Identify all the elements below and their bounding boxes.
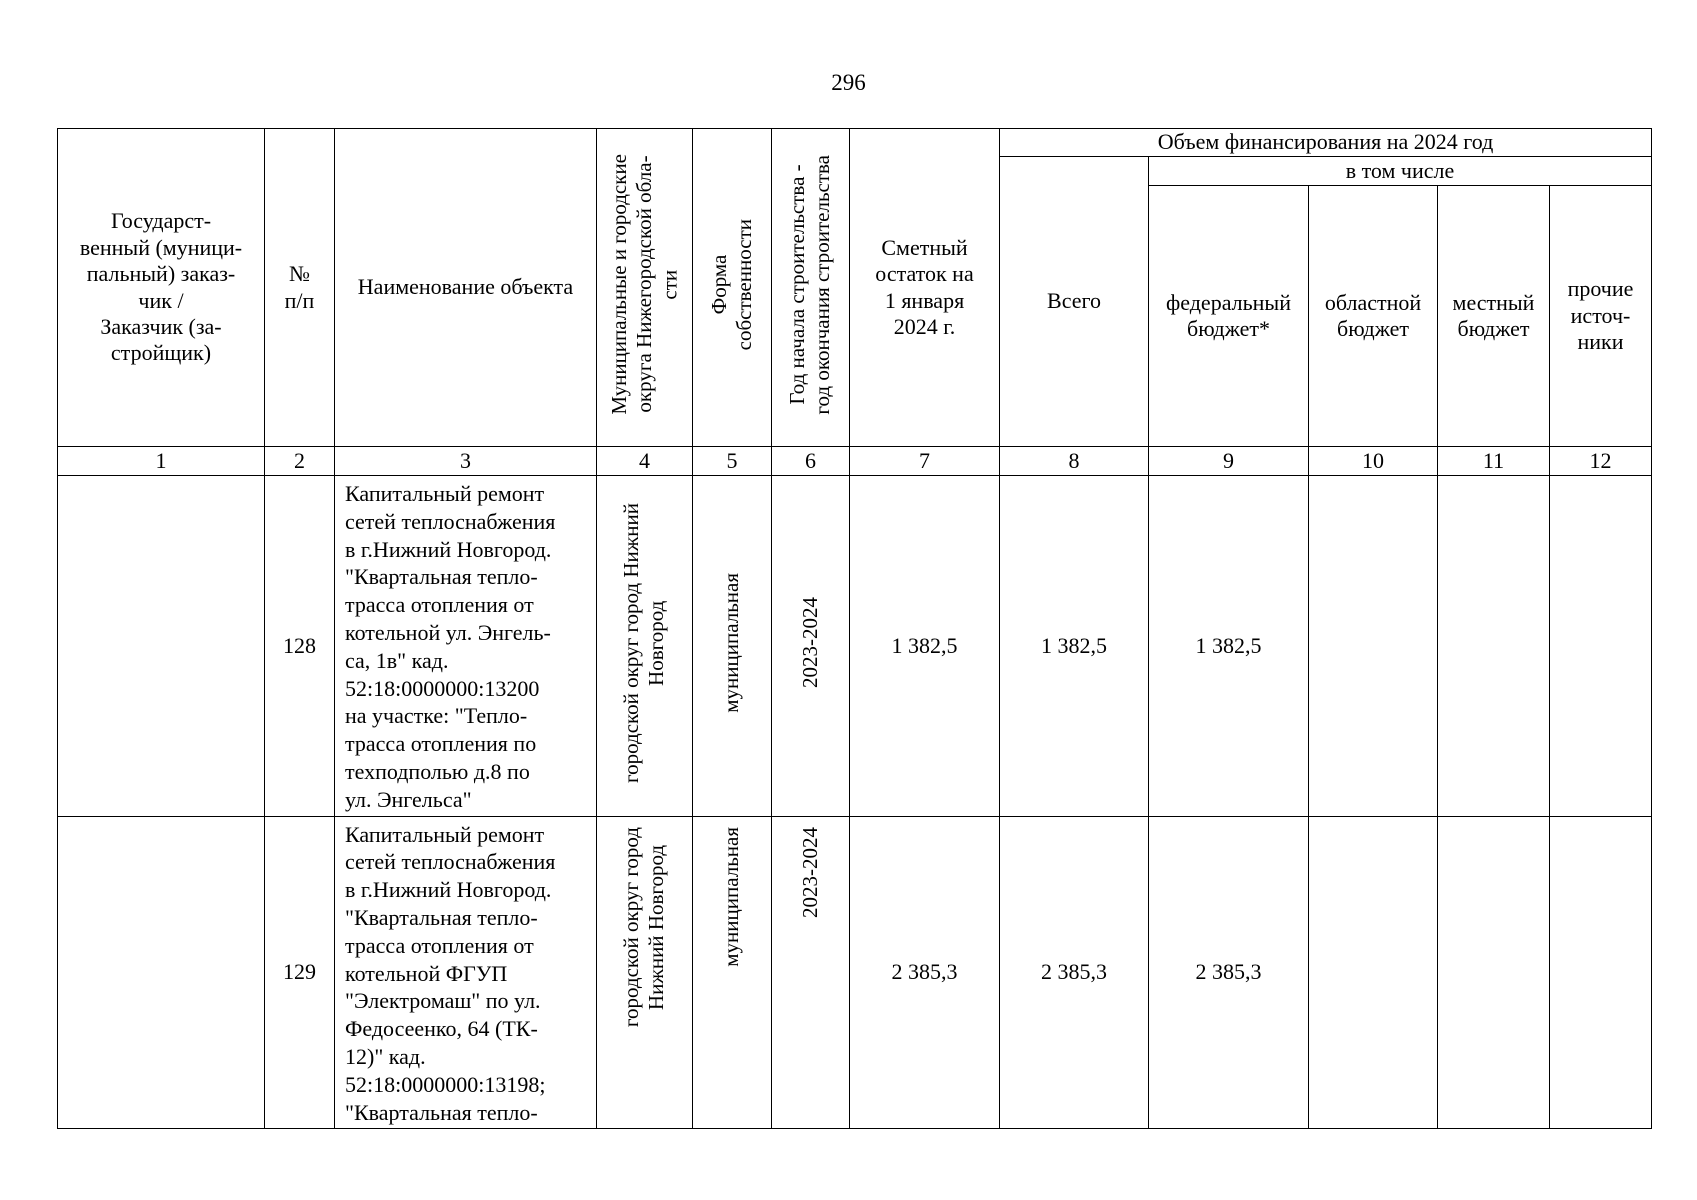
total-value: 1 382,5	[1000, 476, 1149, 817]
local-value	[1438, 476, 1550, 817]
remainder-value: 2 385,3	[850, 816, 1000, 1129]
regional-value	[1309, 816, 1438, 1129]
header-customer: Государст- венный (муници- пальный) заказ- чик / Заказчик (за- стройщик)	[58, 129, 265, 447]
remainder-value: 1 382,5	[850, 476, 1000, 817]
table-row	[58, 816, 1652, 1129]
ownership-value: муниципальная	[719, 826, 744, 967]
regional-value	[1309, 476, 1438, 817]
header-municipal: Муниципальные и городские округа Нижегородской обла- сти	[606, 154, 682, 415]
federal-value: 1 382,5	[1149, 476, 1309, 817]
row-number: 129	[265, 816, 335, 1129]
page-number: 296	[831, 70, 866, 95]
header-ownership-cell	[693, 129, 772, 447]
municipal-cell	[597, 816, 693, 1129]
ownership-value: муниципальная	[719, 572, 744, 713]
header-years: Год начала строительства - год окончания строительства	[785, 154, 835, 415]
column-number: 12	[1550, 447, 1652, 476]
header-federal: федеральный бюджет*	[1149, 186, 1309, 447]
customer-cell	[58, 816, 265, 1129]
other-value	[1550, 476, 1652, 817]
ownership-cell	[693, 816, 772, 1129]
column-number: 8	[1000, 447, 1149, 476]
total-value: 2 385,3	[1000, 816, 1149, 1129]
header-regional: областной бюджет	[1309, 186, 1438, 447]
header-ownership: Форма собственности	[706, 218, 756, 350]
header-local: местный бюджет	[1438, 186, 1550, 447]
customer-cell	[58, 476, 265, 817]
column-number: 6	[772, 447, 850, 476]
column-number: 4	[597, 447, 693, 476]
header-municipal-cell	[597, 129, 693, 447]
federal-value: 2 385,3	[1149, 816, 1309, 1129]
column-number: 5	[693, 447, 772, 476]
row-number: 128	[265, 476, 335, 817]
municipal-value: городской округ город Нижний Новгород	[619, 826, 669, 1027]
header-other: прочие источ- ники	[1550, 186, 1652, 447]
other-value	[1550, 816, 1652, 1129]
object-name: Капитальный ремонт сетей теплоснабжения в г.Нижний Новгород. "Квартальная тепло- трасса отопления от котельной ул. Энгель- са, 1в" кад. 52:18:0000000:13200 на участке: "Тепло- трасса отопления по техподполью д.8 по ул. Энгельса"	[335, 476, 597, 817]
header-remainder: Сметный остаток на 1 января 2024 г.	[850, 129, 1000, 447]
years-value: 2023-2024	[797, 826, 822, 918]
table-row	[58, 476, 1652, 817]
header-financing: Объем финансирования на 2024 год	[1000, 129, 1652, 157]
column-number: 11	[1438, 447, 1550, 476]
header-object-name: Наименование объекта	[335, 129, 597, 447]
header-num: № п/п	[265, 129, 335, 447]
column-number: 7	[850, 447, 1000, 476]
column-number: 9	[1149, 447, 1309, 476]
header-row-1	[58, 129, 1652, 157]
header-including: в том числе	[1149, 157, 1652, 186]
municipal-value: городской округ город Нижний Новгород	[619, 502, 669, 783]
column-number: 10	[1309, 447, 1438, 476]
years-value: 2023-2024	[797, 597, 822, 689]
years-cell	[772, 476, 850, 817]
object-name: Капитальный ремонт сетей теплоснабжения в г.Нижний Новгород. "Квартальная тепло- трасса отопления от котельной ФГУП "Электромаш" по ул. Федосеенко, 64 (ТК- 12)" кад. 52:18:0000000:13198; "Квартальная тепло-	[335, 816, 597, 1129]
column-number: 1	[58, 447, 265, 476]
column-number-row	[58, 447, 1652, 476]
header-years-cell	[772, 129, 850, 447]
financing-table	[57, 128, 1652, 1129]
ownership-cell	[693, 476, 772, 817]
column-number: 2	[265, 447, 335, 476]
local-value	[1438, 816, 1550, 1129]
header-total: Всего	[1000, 157, 1149, 447]
years-cell	[772, 816, 850, 1129]
column-number: 3	[335, 447, 597, 476]
municipal-cell	[597, 476, 693, 817]
